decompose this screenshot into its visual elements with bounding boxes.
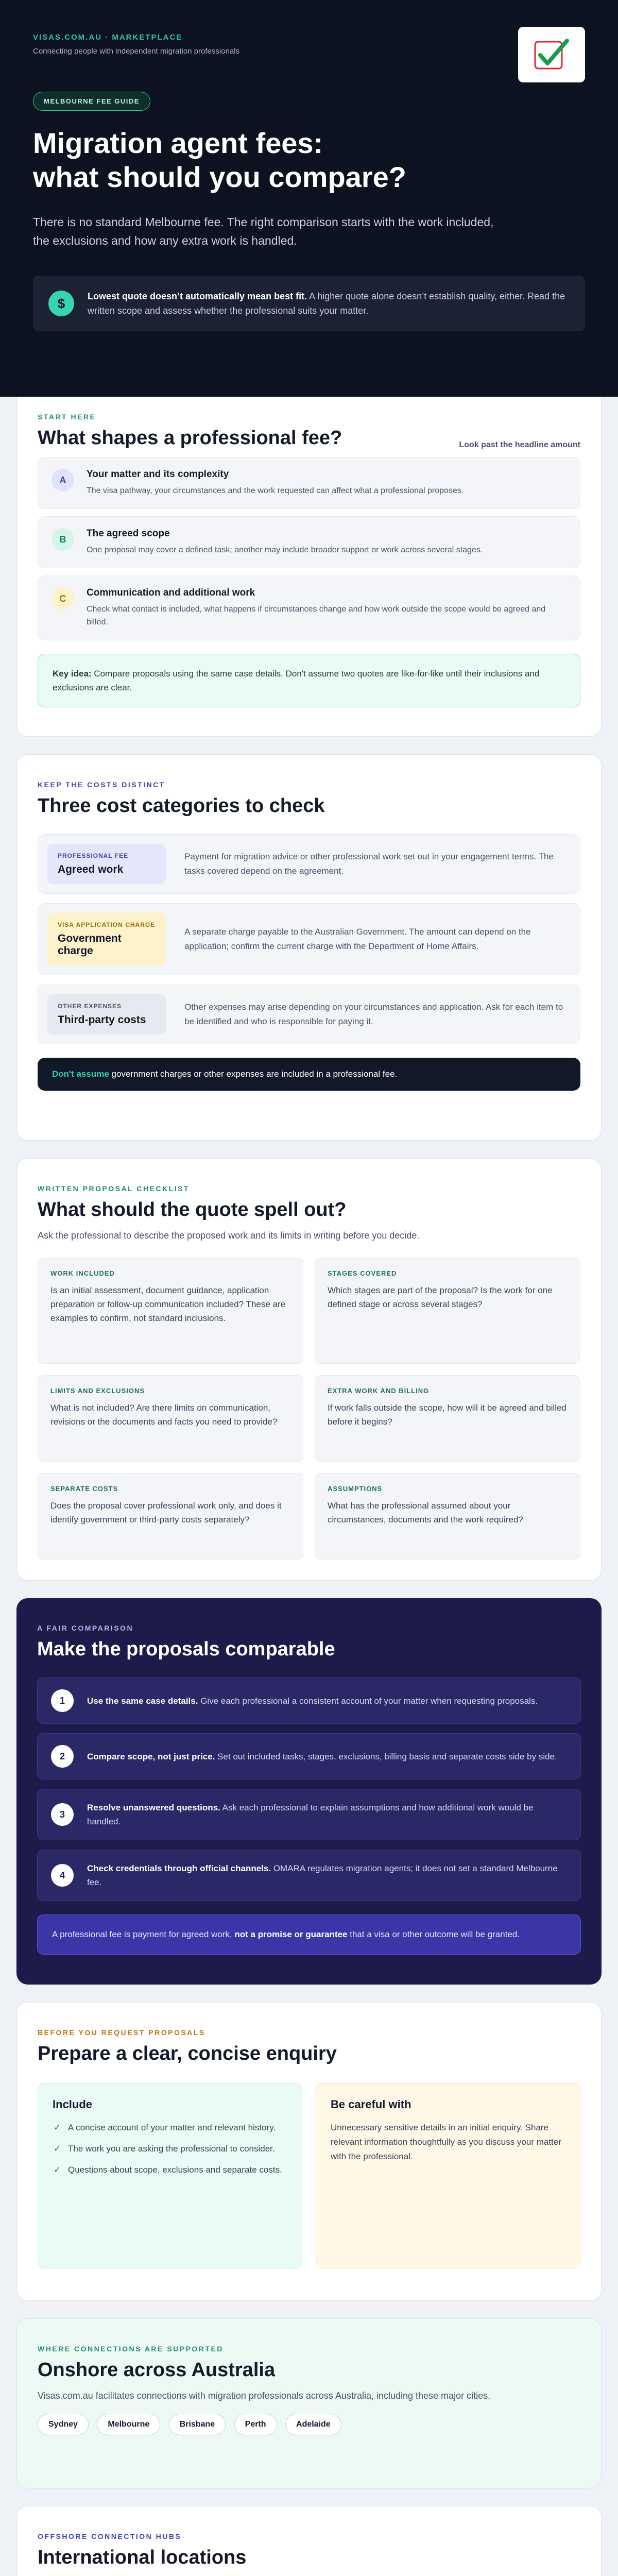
cost-text: Other expenses may arise depending on your circumstances and application. Ask for each item to be identified and who is responsible for paying it. [184,1002,563,1026]
step-number: 1 [51,1689,74,1712]
cost-warning-bar [38,1058,580,1091]
badge-a: A [52,469,74,492]
city-chip-perth[interactable]: Perth [234,2414,277,2435]
fair-comparison-section [16,1598,602,1985]
section-title: Three cost categories to check [38,795,325,817]
quote-checklist-section [16,1158,602,1581]
section-eyebrow: START HERE [38,413,96,421]
include-title: Include [53,2098,93,2111]
factor-title: The agreed scope [87,528,170,539]
checklist-label: LIMITS AND EXCLUSIONS [50,1387,145,1395]
cost-text: A separate charge payable to the Australian Government. The amount can depend on the application; confirm the current charge with the Department of Home Affairs. [184,927,531,951]
step-number: 3 [51,1803,74,1826]
section-eyebrow: OFFSHORE CONNECTION HUBS [38,2532,182,2540]
section-title: International locations [38,2547,247,2568]
include-item-text: A concise account of your matter and relevant history. [68,2123,276,2132]
enquiry-section [16,2002,602,2301]
checklist-label: EXTRA WORK AND BILLING [328,1387,430,1395]
section-title: Onshore across Australia [38,2359,276,2381]
factor-item [38,516,580,568]
include-item [53,2142,287,2156]
city-chip-melbourne[interactable]: Melbourne [97,2414,160,2435]
title-line-1: Migration agent fees: [33,127,323,159]
check-icon: ✓ [54,2123,61,2132]
brand-name[interactable]: VISAS.COM.AU · MARKETPLACE [33,33,183,42]
badge-c: C [52,587,74,610]
checklist-item [38,1375,303,1462]
key-idea-text: Compare proposals using the same case details. Don't assume two quotes are like-for-like until their inclusions and exclusions are clear. [53,669,540,692]
checklist-grid [38,1258,580,1560]
checklist-item [315,1473,580,1560]
guarantee-note [37,1914,581,1955]
international-section [16,2506,602,2576]
section-title: What shapes a professional fee? [38,427,342,449]
note-text [88,289,570,318]
lowest-quote-note [33,276,585,331]
check-icon: ✓ [54,2165,61,2175]
cost-category-row [38,985,580,1044]
step-text [87,1750,557,1764]
step-number: 4 [51,1864,74,1887]
factor-text: The visa pathway, your circumstances and the work requested can affect what a professional proposes. [87,486,464,495]
note-post: that a visa or other outcome will be granted. [347,1929,520,1939]
checklist-label: ASSUMPTIONS [328,1485,383,1493]
warning-rest: government charges or other expenses are included in a professional fee. [109,1069,398,1079]
checklist-item [315,1258,580,1364]
cost-categories-section [16,754,602,1141]
cost-category-row [38,834,580,894]
checklist-text: What is not included? Are there limits on communication, revisions or the documents and facts you need to provide? [50,1403,278,1427]
page-title [33,126,585,194]
section-eyebrow: WRITTEN PROPOSAL CHECKLIST [38,1184,190,1193]
section-eyebrow: BEFORE YOU REQUEST PROPOSALS [38,2028,205,2037]
cost-tag [47,913,166,965]
section-intro: Visas.com.au facilitates connections with migration professionals across Australia, including these major cities. [38,2391,491,2401]
section-eyebrow: KEEP THE COSTS DISTINCT [38,781,165,789]
cost-name: Government charge [58,933,122,957]
cost-eyebrow: OTHER EXPENSES [58,1003,122,1010]
hero-lead: There is no standard Melbourne fee. The right comparison starts with the work included, the exclusions and how any extra work is handled. [33,215,494,247]
factor-text: One proposal may cover a defined task; another may include broader support or work across several stages. [87,546,483,554]
careful-column [316,2083,580,2268]
fee-factors-section [16,386,602,737]
checklist-text: Which stages are part of the proposal? Is the work for one defined stage or across several stages? [328,1285,553,1309]
cost-tag [47,844,166,884]
step-bold: Check credentials through official channels. [87,1863,271,1873]
step-text [87,1694,538,1708]
note-rest: A higher quote alone doesn’t establish quality, either. Read the written scope and assess whether the professional suits your matter. [88,291,565,316]
comparison-step [37,1789,581,1840]
comparison-step [37,1733,581,1780]
badge-b: B [52,528,74,551]
enquiry-columns [38,2083,580,2268]
side-note: Look past the headline amount [459,440,580,449]
checkmark-logo-icon [533,38,570,72]
checklist-item [38,1258,303,1364]
section-title: Prepare a clear, concise enquiry [38,2043,337,2064]
step-rest: OMARA regulates migration agents; it does not set a standard Melbourne fee. [87,1863,558,1887]
key-idea-label: Key idea: [53,669,92,679]
step-rest: Ask each professional to explain assumptions and how additional work would be handled. [87,1803,534,1826]
dollar-icon: $ [48,291,74,316]
note-bold: not a promise or guarantee [234,1929,348,1939]
cost-tag [47,994,166,1035]
cost-name: Agreed work [58,863,124,875]
factor-item [38,575,580,640]
factor-title: Communication and additional work [87,587,255,598]
city-chip-brisbane[interactable]: Brisbane [169,2414,226,2435]
city-chip-adelaide[interactable]: Adelaide [285,2414,341,2435]
comparison-step [37,1677,581,1724]
step-bold: Use the same case details. [87,1696,198,1706]
section-title: Make the proposals comparable [37,1638,335,1660]
city-chips [38,2414,580,2435]
warning-bold: Don't assume [52,1069,109,1079]
checklist-text: Is an initial assessment, document guidance, application preparation or follow-up communication included? These are examples to confirm, not standard inclusions. [50,1285,286,1323]
include-list [53,2121,287,2177]
brand-tagline: Connecting people with independent migration professionals [33,47,240,56]
checklist-text: If work falls outside the scope, how will it be agreed and billed before it begins? [328,1403,566,1427]
title-line-2: what should you compare? [33,161,406,193]
careful-title: Be careful with [331,2098,411,2111]
cost-eyebrow: PROFESSIONAL FEE [58,852,129,859]
factor-text: Check what contact is included, what happens if circumstances change and how work outside the scope would be agreed and billed. [87,605,546,626]
include-item-text: The work you are asking the professional to consider. [68,2144,275,2154]
check-icon: ✓ [54,2144,61,2154]
include-item [53,2121,287,2134]
onshore-section [16,2318,602,2488]
step-text [87,1801,567,1828]
note-pre: A professional fee is payment for agreed work, [52,1929,235,1939]
section-eyebrow: WHERE CONNECTIONS ARE SUPPORTED [38,2345,224,2353]
include-item-text: Questions about scope, exclusions and separate costs. [68,2165,282,2175]
checklist-text: What has the professional assumed about your circumstances, documents and the work required? [328,1501,523,1524]
step-bold: Compare scope, not just price. [87,1751,215,1761]
key-idea-box [38,654,580,707]
cost-text: Payment for migration advice or other professional work set out in your engagement terms. The tasks covered depend on the agreement. [184,852,554,876]
include-column [38,2083,302,2268]
section-title: What should the quote spell out? [38,1199,347,1221]
step-text [87,1861,567,1889]
comparison-step [37,1850,581,1901]
hero [0,0,618,397]
factor-title: Your matter and its complexity [87,469,229,480]
city-chip-sydney[interactable]: Sydney [38,2414,89,2435]
checklist-label: WORK INCLUDED [50,1269,115,1277]
step-rest: Give each professional a consistent account of your matter when requesting proposals. [198,1696,538,1706]
step-number: 2 [51,1745,74,1768]
factor-item [38,457,580,509]
cost-name: Third-party costs [58,1014,146,1026]
note-bold: Lowest quote doesn’t automatically mean best fit. [88,291,307,301]
careful-text: Unnecessary sensitive details in an initial enquiry. Share relevant information thoughtfully as you discuss your matter with the professional. [331,2123,561,2161]
checklist-item [38,1473,303,1560]
section-eyebrow: A FAIR COMPARISON [37,1624,134,1632]
logo[interactable] [518,27,585,82]
guide-badge: MELBOURNE FEE GUIDE [33,92,150,111]
step-rest: Set out included tasks, stages, exclusions, billing basis and separate costs side by side. [215,1751,557,1761]
checklist-label: STAGES COVERED [328,1269,397,1277]
cost-eyebrow: VISA APPLICATION CHARGE [58,921,156,928]
step-bold: Resolve unanswered questions. [87,1803,220,1812]
checklist-item [315,1375,580,1462]
section-intro: Ask the professional to describe the proposed work and its limits in writing before you decide. [38,1230,420,1241]
cost-category-row [38,903,580,975]
checklist-label: SEPARATE COSTS [50,1485,118,1493]
checklist-text: Does the proposal cover professional work only, and does it identify government or third-party costs separately? [50,1501,282,1524]
include-item [53,2163,287,2177]
